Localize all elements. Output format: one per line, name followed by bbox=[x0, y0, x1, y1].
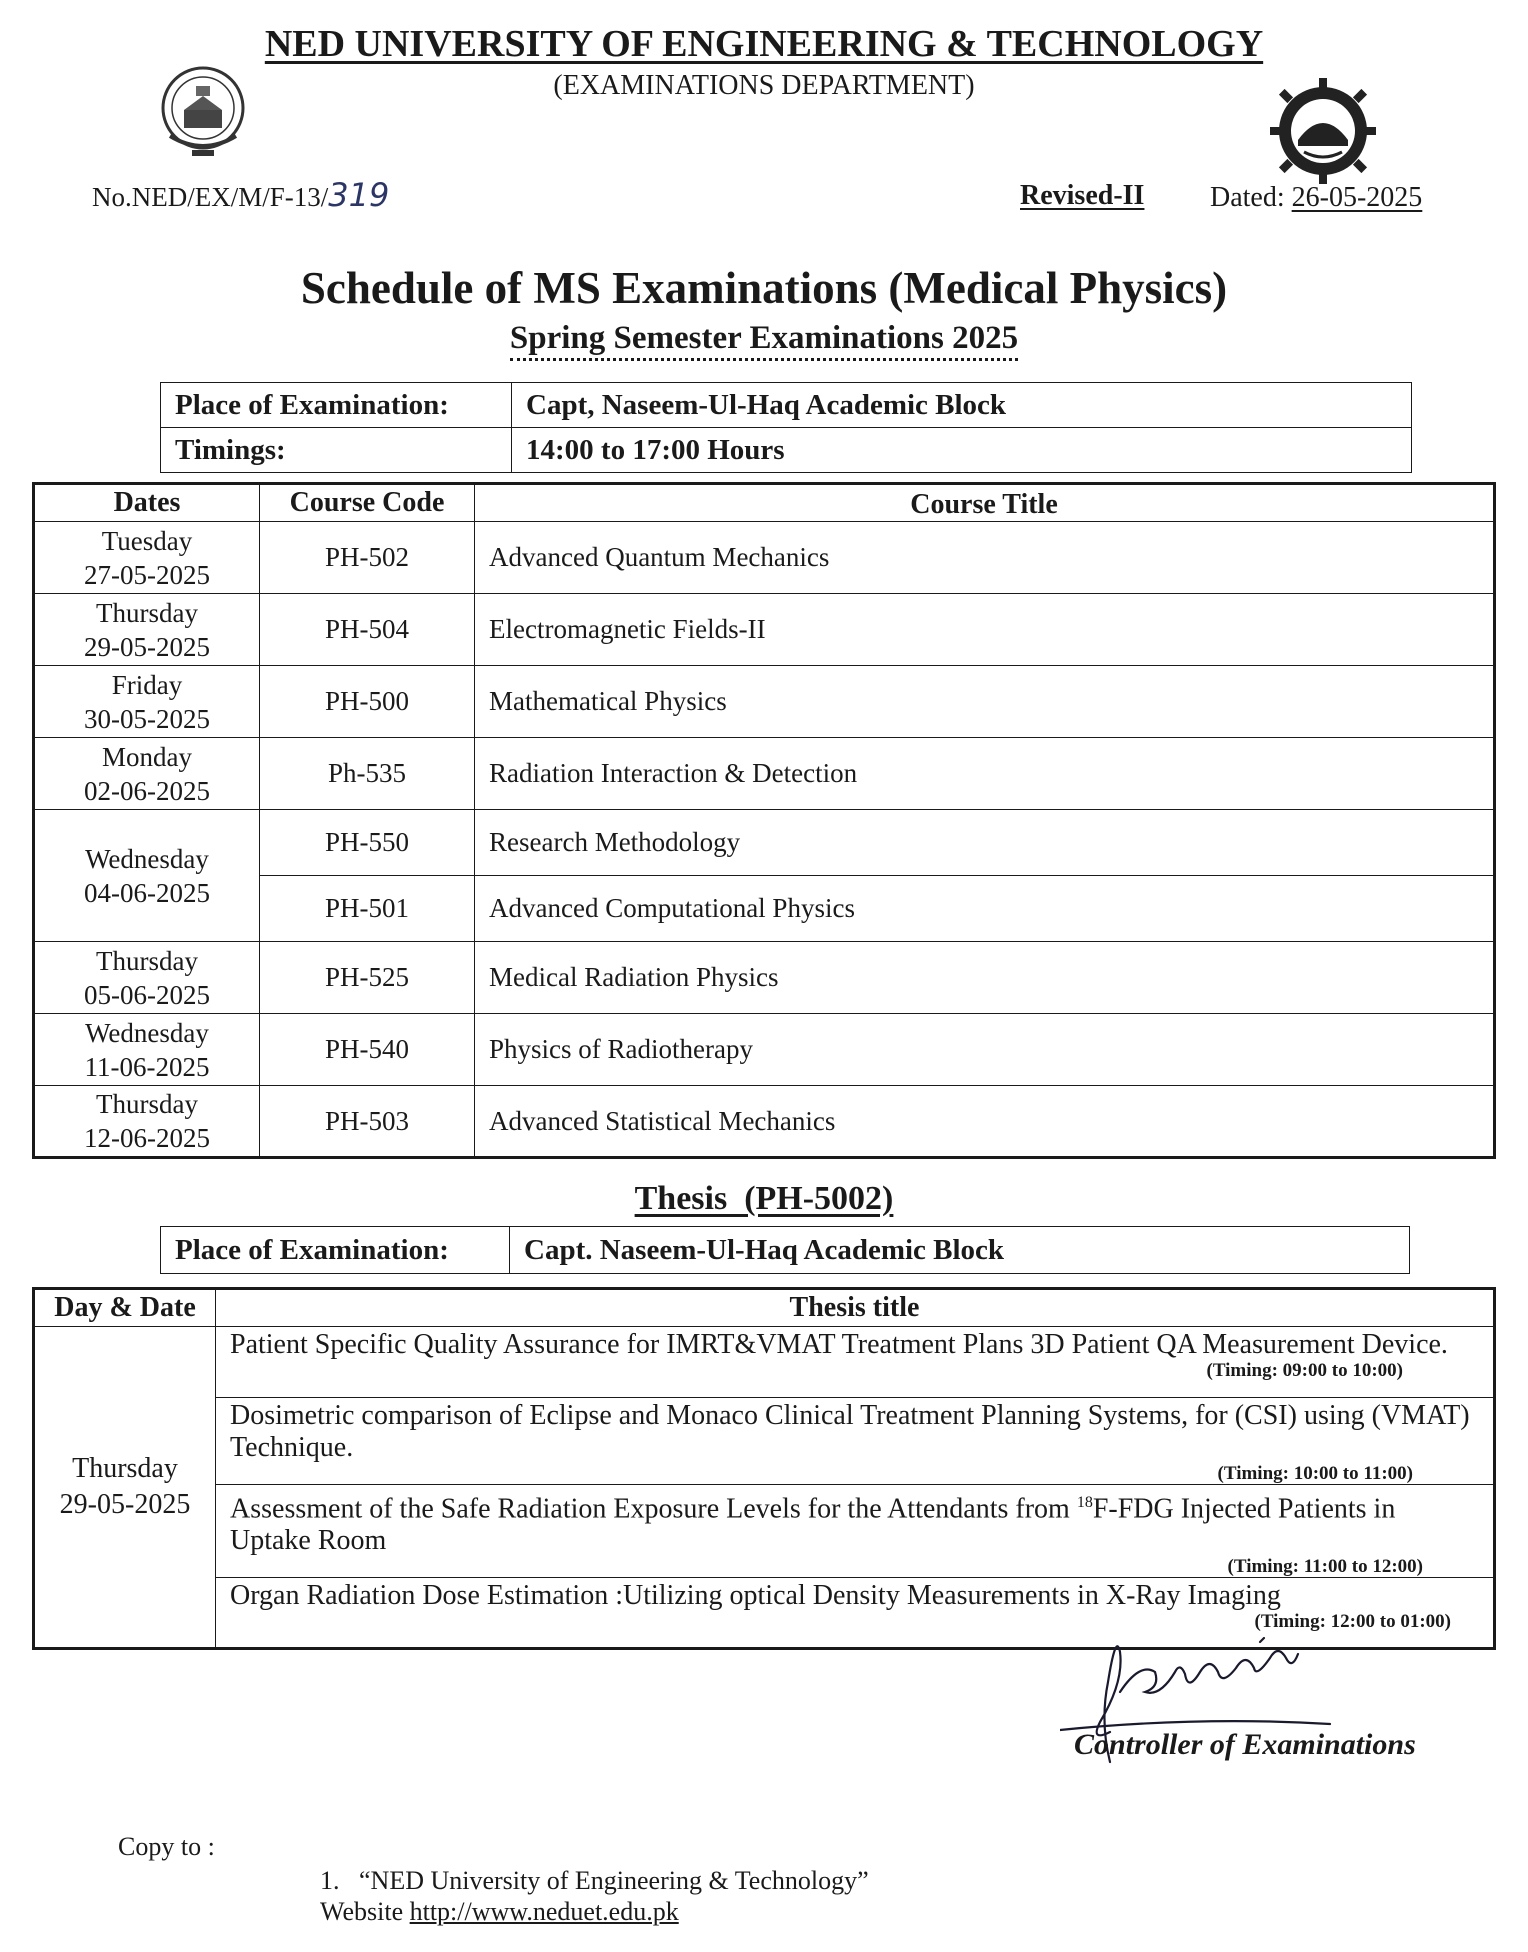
thesis-place-label: Place of Examination: bbox=[161, 1227, 510, 1274]
date-cell: Friday 30-05-2025 bbox=[34, 666, 260, 738]
thesis-title-cell: Organ Radiation Dose Estimation :Utilizing optical Density Measurements in X-Ray Imaging (Timing: 12:00 to 01:00) bbox=[216, 1578, 1495, 1649]
controller-title: Controller of Examinations bbox=[1074, 1728, 1416, 1761]
thesis-place-value: Capt. Naseem-Ul-Haq Academic Block bbox=[510, 1227, 1410, 1274]
column-header-dates: Dates bbox=[34, 484, 260, 522]
table-row bbox=[34, 1327, 1495, 1398]
thesis-date-cell: Thursday 29-05-2025 bbox=[34, 1327, 216, 1649]
thesis-timing: (Timing: 12:00 to 01:00) bbox=[1254, 1611, 1451, 1633]
ned-university-crest-icon bbox=[148, 58, 258, 168]
course-code-cell: PH-525 bbox=[260, 942, 475, 1014]
thesis-heading: Thesis (PH-5002) bbox=[634, 1180, 894, 1217]
course-title-cell: Mathematical Physics bbox=[475, 666, 1495, 738]
place-label: Place of Examination: bbox=[161, 383, 512, 428]
reference-number: No.NED/EX/M/F-13/319 bbox=[92, 176, 390, 214]
date-cell: Thursday 12-06-2025 bbox=[34, 1086, 260, 1158]
date-cell: Wednesday 04-06-2025 bbox=[34, 810, 260, 942]
table-row bbox=[34, 666, 1495, 738]
date-cell: Tuesday 27-05-2025 bbox=[34, 522, 260, 594]
date-cell: Thursday 05-06-2025 bbox=[34, 942, 260, 1014]
thesis-title-cell: Patient Specific Quality Assurance for IMRT&VMAT Treatment Plans 3D Patient QA Measurement Device. (Timing: 09:00 to 10:00) bbox=[216, 1327, 1495, 1398]
place-value: Capt, Naseem-Ul-Haq Academic Block bbox=[512, 383, 1412, 428]
course-title-cell: Physics of Radiotherapy bbox=[475, 1014, 1495, 1086]
thesis-timing: (Timing: 09:00 to 10:00) bbox=[1206, 1360, 1403, 1381]
table-row bbox=[34, 810, 1495, 876]
thesis-table bbox=[32, 1287, 1496, 1650]
course-title-cell: Medical Radiation Physics bbox=[475, 942, 1495, 1014]
table-row bbox=[34, 594, 1495, 666]
table-row bbox=[34, 738, 1495, 810]
schedule-table bbox=[32, 482, 1496, 1159]
table-row bbox=[34, 1485, 1495, 1578]
course-code-cell: PH-503 bbox=[260, 1086, 475, 1158]
course-code-cell: PH-500 bbox=[260, 666, 475, 738]
table-row bbox=[34, 1086, 1495, 1158]
column-header-day-date: Day & Date bbox=[34, 1289, 216, 1327]
handwritten-ref-number: 319 bbox=[328, 176, 390, 214]
thesis-title-cell: Assessment of the Safe Radiation Exposure Levels for the Attendants from $^{18}$F-FDG Injected Patients in Uptake Room (Timing: 11:00 to 12:00) bbox=[216, 1485, 1495, 1578]
course-title-cell: Advanced Computational Physics bbox=[475, 876, 1495, 942]
department-name: (EXAMINATIONS DEPARTMENT) bbox=[553, 70, 975, 101]
page-subtitle: Spring Semester Examinations 2025 bbox=[0, 320, 1528, 357]
course-title-cell: Advanced Quantum Mechanics bbox=[475, 522, 1495, 594]
column-header-course-title: Course Title bbox=[475, 484, 1495, 522]
course-code-cell: PH-504 bbox=[260, 594, 475, 666]
column-header-course-code: Course Code bbox=[260, 484, 475, 522]
university-name: NED UNIVERSITY OF ENGINEERING & TECHNOLOGY bbox=[264, 23, 1264, 65]
dated-value: 26-05-2025 bbox=[1291, 182, 1423, 213]
table-row bbox=[34, 1014, 1495, 1086]
course-title-cell: Electromagnetic Fields-II bbox=[475, 594, 1495, 666]
course-title-cell: Radiation Interaction & Detection bbox=[475, 738, 1495, 810]
copy-to-item: 1. “NED University of Engineering & Technology” bbox=[320, 1866, 869, 1895]
course-title-cell: Research Methodology bbox=[475, 810, 1495, 876]
table-row bbox=[34, 1398, 1495, 1485]
copy-to-website: Website http://www.neduet.edu.pk bbox=[320, 1897, 679, 1926]
thesis-timing: (Timing: 11:00 to 12:00) bbox=[1227, 1556, 1423, 1578]
exam-info-table bbox=[160, 382, 1412, 473]
course-code-cell: PH-501 bbox=[260, 876, 475, 942]
copy-to-label: Copy to : bbox=[118, 1832, 215, 1861]
course-code-cell: PH-502 bbox=[260, 522, 475, 594]
website-link[interactable]: http://www.neduet.edu.pk bbox=[409, 1897, 679, 1926]
course-code-cell: PH-550 bbox=[260, 810, 475, 876]
course-code-cell: PH-540 bbox=[260, 1014, 475, 1086]
timings-value: 14:00 to 17:00 Hours bbox=[512, 428, 1412, 473]
column-header-thesis-title: Thesis title bbox=[216, 1289, 1495, 1327]
thesis-timing: (Timing: 10:00 to 11:00) bbox=[1217, 1463, 1413, 1484]
table-row bbox=[34, 942, 1495, 1014]
ned-gear-emblem-icon bbox=[1268, 76, 1378, 186]
table-row bbox=[34, 522, 1495, 594]
revision-label: Revised-II bbox=[1020, 180, 1145, 211]
course-code-cell: Ph-535 bbox=[260, 738, 475, 810]
date-cell: Thursday 29-05-2025 bbox=[34, 594, 260, 666]
page-title: Schedule of MS Examinations (Medical Physics) bbox=[300, 263, 1228, 313]
thesis-title-cell: Dosimetric comparison of Eclipse and Monaco Clinical Treatment Planning Systems, for (CSI) using (VMAT) Technique. (Timing: 10:00 to 11:00) bbox=[216, 1398, 1495, 1485]
course-title-cell: Advanced Statistical Mechanics bbox=[475, 1086, 1495, 1158]
date-cell: Wednesday 11-06-2025 bbox=[34, 1014, 260, 1086]
thesis-place-table bbox=[160, 1226, 1410, 1274]
dated: Dated: 26-05-2025 bbox=[1210, 182, 1423, 213]
timings-label: Timings: bbox=[161, 428, 512, 473]
date-cell: Monday 02-06-2025 bbox=[34, 738, 260, 810]
